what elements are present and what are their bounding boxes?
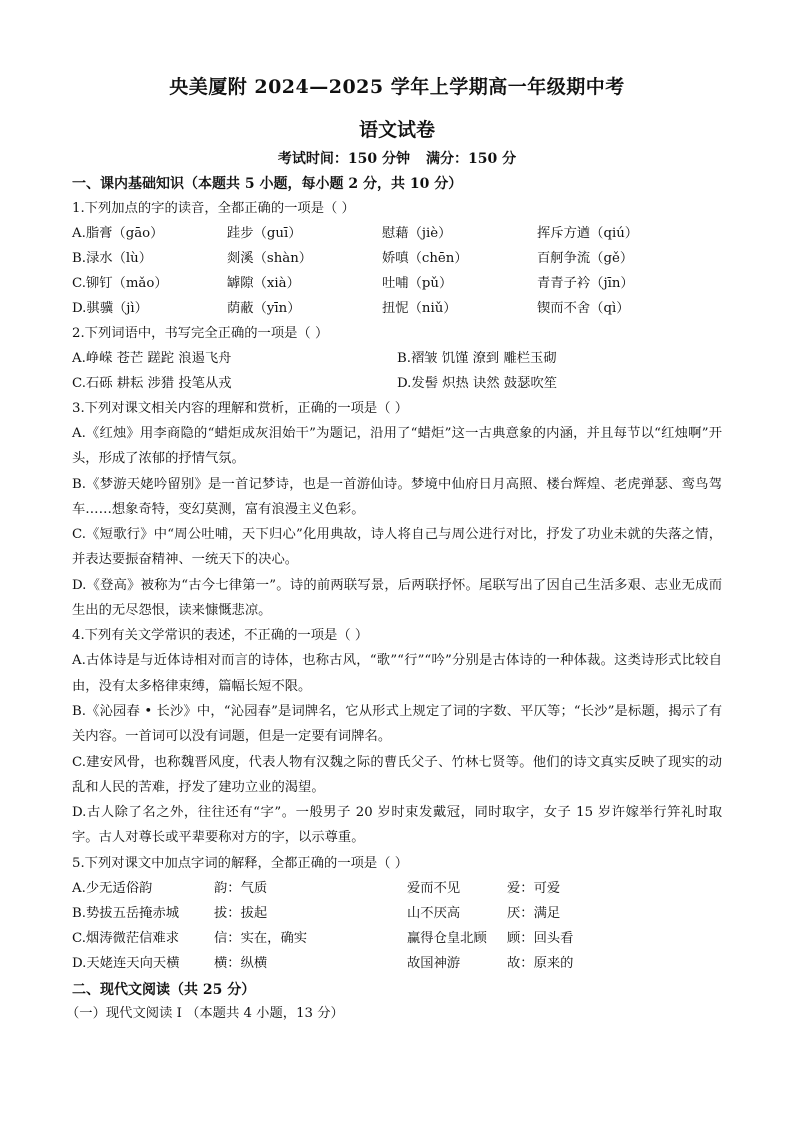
option-cell: 扭怩（niǔ） (382, 301, 457, 316)
question-5-option-row (72, 876, 722, 901)
option-cell: 荫蔽（yīn） (227, 301, 301, 316)
option-cell: 韵：气质 (214, 880, 268, 896)
subsection-heading: （一）现代文阅读 I （本题共 4 小题，13 分） (66, 1005, 344, 1021)
option-cell: 故：原来的 (507, 955, 574, 971)
question-3-option-d: D.《登高》被称为“古今七律第一”。诗的前两联写景，后两联抒怀。尾联写出了因自己生活多艰、志业无成而生出的无尽怨恨，读来慷慨悲凉。 (72, 577, 722, 619)
question-4-option-d: D.古人除了名之外，往往还有“字”。一般男子 20 岁时束发戴冠，同时取字，女子 15 岁许嫁举行笄礼时取字。古人对尊长或平辈要称对方的字，以示尊重。 (72, 805, 722, 846)
option-cell: D.天姥连天向天横 (72, 955, 180, 971)
option-cell: 跬步（guī） (227, 226, 302, 241)
option-cell: B.势拔五岳掩赤城 (72, 905, 180, 921)
option-cell: 顾：回头看 (507, 930, 574, 946)
question-4-option-a: A.古体诗是与近体诗相对而言的诗体，也称古风，“歌”“行”“吟”分别是古体诗的一种体裁。这类诗形式比较自由，没有太多格律束缚，篇幅长短不限。 (72, 653, 722, 694)
option-cell: 吐哺（pǔ） (382, 276, 453, 291)
section-heading-2: 二、现代文阅读（共 25 分） (72, 981, 256, 998)
question-1-option-row (72, 221, 722, 246)
option-cell: 拔：拔起 (214, 905, 268, 921)
question-5-stem: 5.下列对课文中加点字词的解释，全都正确的一项是（ ） (72, 855, 409, 871)
question-1-option-row (72, 271, 722, 296)
question-2-stem: 2.下列词语中，书写完全正确的一项是（ ） (72, 326, 329, 341)
option-cell: 罅隙（xià） (227, 276, 300, 291)
option-cell: 爱而不见 (407, 880, 461, 896)
option-cell: 娇嗔（chēn） (382, 251, 468, 266)
option-cell: B.褶皱 饥馑 潦到 雕栏玉砌 (397, 351, 557, 366)
option-cell: D.发髻 炽热 诀然 鼓瑟吹笙 (397, 376, 558, 391)
question-3-option-c: C.《短歌行》中“周公吐哺，天下归心”化用典故，诗人将自己与周公进行对比，抒发了功业未就的失落之情，并表达要振奋精神、一统天下的决心。 (72, 527, 722, 568)
option-cell: A.少无适俗韵 (72, 880, 153, 896)
option-cell: D.骐骥（jì） (72, 301, 148, 316)
question-5-option-row (72, 951, 722, 976)
question-5-option-row (72, 901, 722, 926)
exam-info (0, 148, 794, 168)
question-1-option-row (72, 296, 722, 321)
option-cell: B.渌水（lù） (72, 251, 153, 266)
option-cell: 赢得仓皇北顾 (407, 930, 487, 946)
option-cell: C.铆钉（mǎo） (72, 276, 168, 291)
option-cell: 爱：可爱 (507, 880, 561, 896)
question-5-option-row (72, 926, 722, 951)
option-cell: C.石砾 耕耘 涉猎 投笔从戎 (72, 376, 232, 391)
question-1-stem: 1.下列加点的字的读音，全都正确的一项是（ ） (72, 201, 355, 216)
option-cell: 故国神游 (407, 955, 461, 971)
exam-subtitle: 语文试卷 (358, 119, 435, 141)
option-cell: 挥斥方遒（qiú） (537, 226, 639, 241)
option-cell: C.烟涛微茫信难求 (72, 930, 180, 946)
question-4-option-b: B.《沁园春 • 长沙》中，“沁园春”是词牌名，它从形式上规定了词的字数、平仄等；“长沙”是标题，揭示了有关内容。一首词可以没有词题，但是一定要有词牌名。 (72, 703, 722, 745)
option-cell: 青青子衿（jīn） (537, 276, 634, 291)
option-cell: A.峥嵘 苍芒 蹉跎 浪遏飞舟 (72, 351, 232, 366)
option-cell: 剡溪（shàn） (227, 251, 313, 266)
option-cell: 慰藉（jiè） (382, 226, 452, 241)
exam-content (66, 172, 722, 1026)
option-cell: 山不厌高 (407, 905, 461, 921)
question-3-option-b: B.《梦游天姥吟留别》是一首记梦诗，也是一首游仙诗。梦境中仙府日月高照、楼台辉煌、老虎弹瑟、鸾鸟驾车……想象奇特，变幻莫测，富有浪漫主义色彩。 (72, 476, 722, 517)
question-3-option-a: A.《红烛》用李商隐的“蜡炬成灰泪始干”为题记，沿用了“蜡炬”这一古典意象的内涵，并且每节以“红烛啊”开头，形成了浓郁的抒情气氛。 (72, 426, 722, 467)
option-cell: A.脂膏（gāo） (72, 226, 164, 241)
exam-score: 满分：150 分 (426, 151, 517, 167)
question-2-option-row (72, 371, 722, 396)
option-cell: 锲而不舍（qì） (537, 301, 630, 316)
option-cell: 厌：满足 (507, 905, 561, 921)
question-4-option-c: C.建安风骨，也称魏晋风度，代表人物有汉魏之际的曹氏父子、竹林七贤等。他们的诗文真实反映了现实的动乱和人民的苦难，抒发了建功立业的渴望。 (72, 754, 722, 795)
question-3-stem: 3.下列对课文相关内容的理解和赏析，正确的一项是（ ） (72, 401, 409, 416)
option-cell: 百舸争流（gě） (537, 251, 634, 266)
exam-title: 央美厦附 2024—2025 学年上学期高一年级期中考 (169, 76, 625, 98)
option-cell: 横：纵横 (214, 955, 268, 971)
question-1-option-row (72, 246, 722, 271)
question-2-option-row (72, 346, 722, 371)
exam-time: 考试时间：150 分钟 (277, 151, 410, 167)
section-heading-1: 一、课内基础知识（本题共 5 小题，每小题 2 分，共 10 分） (72, 176, 463, 192)
question-4-stem: 4.下列有关文学常识的表述，不正确的一项是（ ） (72, 628, 369, 644)
option-cell: 信：实在，确实 (214, 930, 308, 946)
